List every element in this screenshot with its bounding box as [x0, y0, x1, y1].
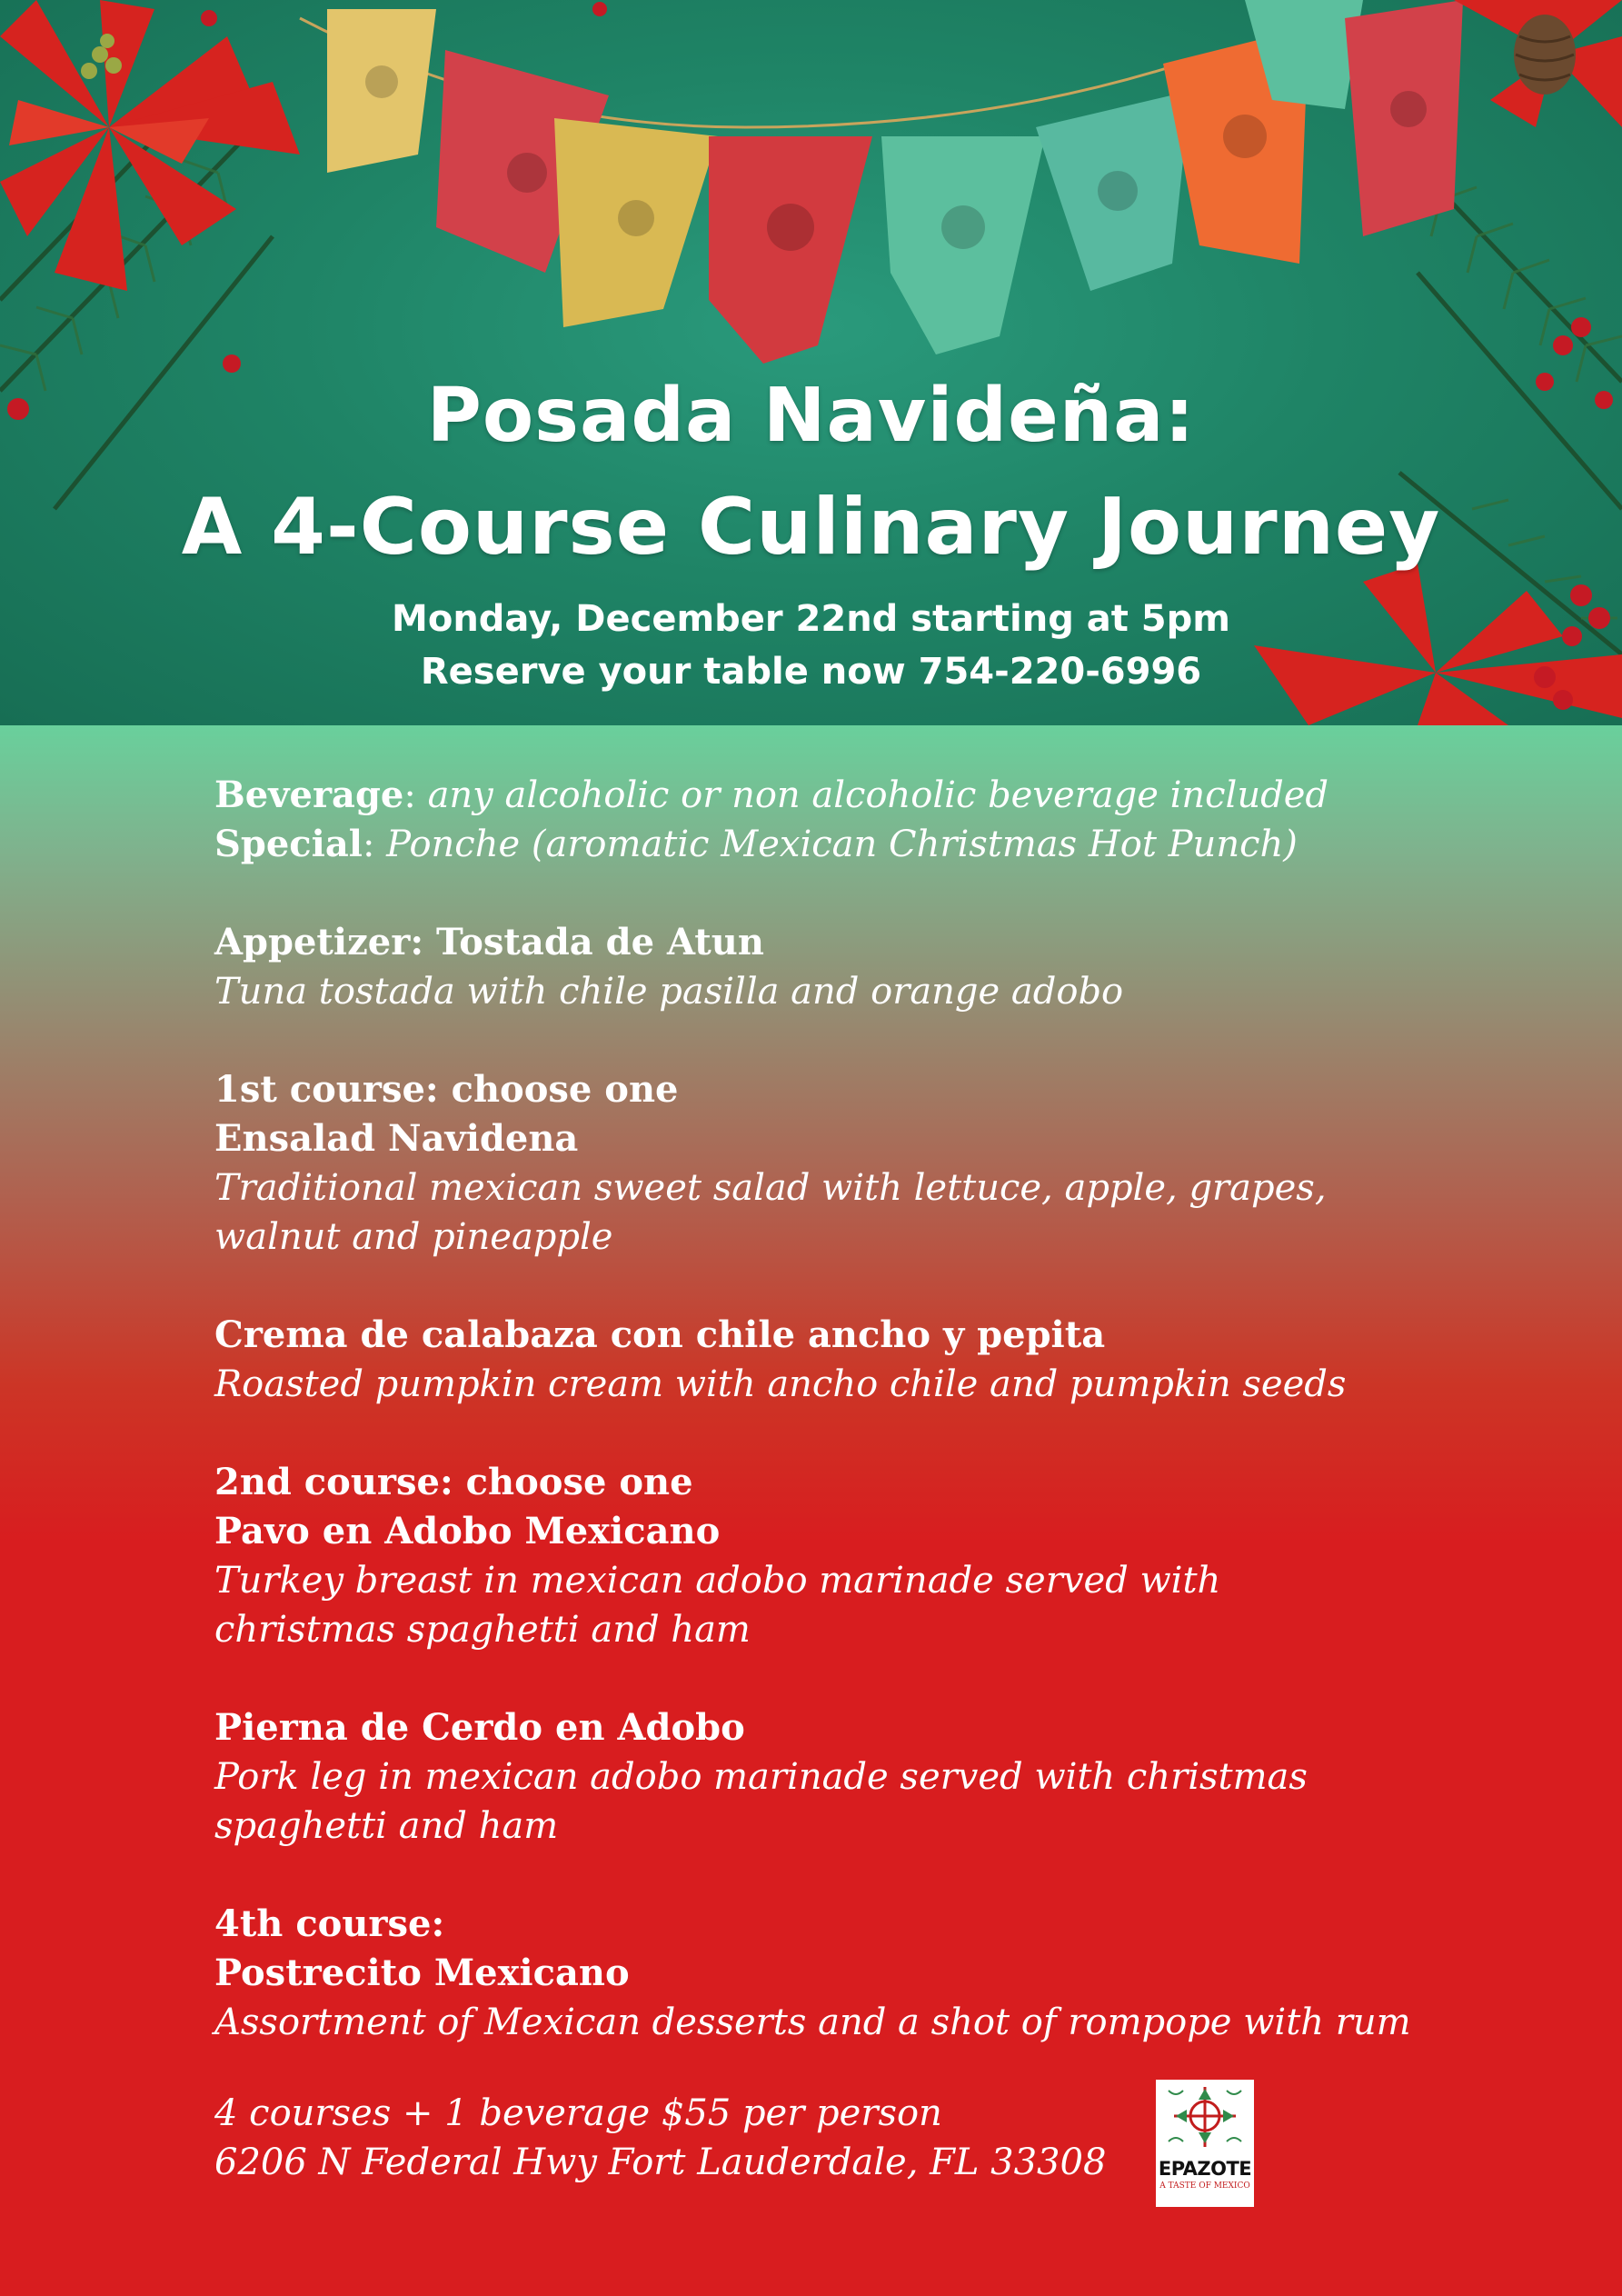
course4-name: Postrecito Mexicano: [214, 1952, 630, 1994]
beverage-label: Beverage: [214, 774, 404, 816]
course2-option2-desc: Pork leg in mexican adobo marinade served with christmas: [214, 1756, 1308, 1798]
appetizer-line: Appetizer: Tostada de Atun: [214, 921, 764, 963]
course1-option1-name: Ensalad Navidena: [214, 1117, 579, 1160]
course1-option2-desc: Roasted pumpkin cream with ancho chile and pumpkin seeds: [214, 1363, 1347, 1405]
event-date: Monday, December 22nd starting at 5pm: [392, 598, 1230, 640]
course1-heading: 1st course: choose one: [214, 1068, 679, 1111]
course2-option1-desc-cont: christmas spaghetti and ham: [214, 1609, 751, 1651]
course2-option1-name: Pavo en Adobo Mexicano: [214, 1510, 721, 1552]
course4-desc: Assortment of Mexican desserts and a shot of rompope with rum: [214, 2002, 1411, 2043]
epazote-logo: [1156, 2080, 1254, 2207]
beverage-line: Beverage: any alcoholic or non alcoholic beverage included: [214, 774, 1328, 816]
epazote-emblem-icon: [1156, 2080, 1254, 2158]
logo-tagline: A TASTE OF MEXICO: [1159, 2181, 1250, 2191]
course2-heading: 2nd course: choose one: [214, 1461, 693, 1503]
menu-body: [0, 725, 1622, 2296]
logo-name: EPAZOTE: [1158, 2158, 1252, 2180]
appetizer-name: Tostada de Atun: [436, 921, 764, 963]
reservation-phone: Reserve your table now 754-220-6996: [420, 651, 1202, 693]
course1-option2-name: Crema de calabaza con chile ancho y pepita: [214, 1313, 1106, 1356]
special-label: Special: [214, 823, 363, 865]
pinecone-icon: [1514, 15, 1576, 95]
event-subtitle: A 4-Course Culinary Journey: [181, 482, 1441, 573]
footer-info: [214, 2089, 1106, 2187]
event-title: Posada Navideña:: [426, 373, 1196, 459]
special-line: Special: Ponche (aromatic Mexican Christmas Hot Punch): [214, 823, 1298, 865]
course4-heading: 4th course:: [214, 1902, 445, 1945]
special-text: Ponche (aromatic Mexican Christmas Hot Punch): [386, 824, 1298, 865]
header-banner: [0, 0, 1622, 725]
course2-option2-name: Pierna de Cerdo en Adobo: [214, 1706, 745, 1749]
price-line: 4 courses + 1 beverage $55 per person: [214, 2092, 942, 2134]
course2-option2-desc-cont: spaghetti and ham: [214, 1805, 559, 1847]
appetizer-desc: Tuna tostada with chile pasilla and orange adobo: [214, 971, 1124, 1013]
papel-picado-flags-icon: [327, 0, 1463, 364]
beverage-text: any alcoholic or non alcoholic beverage included: [427, 774, 1328, 816]
appetizer-label: Appetizer: [214, 921, 411, 963]
course1-option1-desc-cont: walnut and pineapple: [214, 1216, 613, 1258]
menu-list: [214, 771, 1487, 2047]
course2-option1-desc: Turkey breast in mexican adobo marinade served with: [214, 1560, 1221, 1602]
course1-option1-desc: Traditional mexican sweet salad with lettuce, apple, grapes,: [214, 1167, 1327, 1209]
address-line: 6206 N Federal Hwy Fort Lauderdale, FL 33308: [214, 2141, 1107, 2183]
